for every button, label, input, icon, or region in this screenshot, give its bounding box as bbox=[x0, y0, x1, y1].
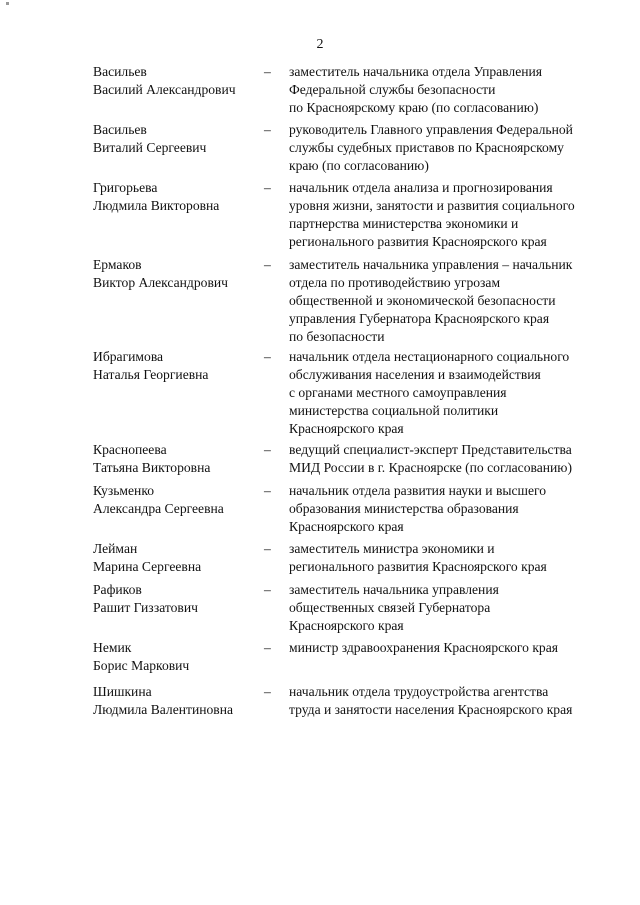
role-line: с органами местного самоуправления bbox=[289, 385, 507, 400]
member-name bbox=[93, 482, 258, 518]
member-surname: Лейман bbox=[93, 541, 138, 556]
role-line: регионального развития Красноярского края bbox=[289, 234, 547, 249]
dash-separator: – bbox=[264, 640, 271, 655]
role-line: по Красноярскому краю (по согласованию) bbox=[289, 100, 539, 115]
member-surname: Рафиков bbox=[93, 582, 142, 597]
member-name bbox=[93, 63, 258, 99]
role-line: отдела по противодействию угрозам bbox=[289, 275, 501, 290]
role-line: Красноярского края bbox=[289, 519, 404, 534]
role-line: по безопасности bbox=[289, 329, 385, 344]
role-line: управления Губернатора Красноярского края bbox=[289, 311, 550, 326]
role-line: заместитель начальника отдела Управления bbox=[289, 64, 543, 79]
member-role bbox=[289, 256, 609, 346]
role-line: общественной и экономической безопасности bbox=[289, 293, 556, 308]
dash-separator: – bbox=[264, 122, 271, 137]
role-line: образования министерства образования bbox=[289, 501, 519, 516]
role-line: Федеральной службы безопасности bbox=[289, 82, 496, 97]
member-given-name: Людмила Валентиновна bbox=[93, 702, 234, 717]
role-line: министр здравоохранения Красноярского края bbox=[289, 640, 559, 655]
member-name bbox=[93, 441, 258, 477]
role-line: службы судебных приставов по Красноярскому bbox=[289, 140, 564, 155]
role-line: труда и занятости населения Красноярского края bbox=[289, 702, 573, 717]
role-line: регионального развития Красноярского края bbox=[289, 559, 547, 574]
member-name bbox=[93, 581, 258, 617]
role-line: общественных связей Губернатора bbox=[289, 600, 491, 615]
member-name bbox=[93, 121, 258, 157]
member-given-name: Виталий Сергеевич bbox=[93, 140, 207, 155]
member-given-name: Татьяна Викторовна bbox=[93, 460, 211, 475]
scan-speck bbox=[6, 2, 9, 5]
dash-separator: – bbox=[264, 349, 271, 364]
role-line: заместитель начальника управления – начальник bbox=[289, 257, 573, 272]
member-name bbox=[93, 540, 258, 576]
member-given-name: Виктор Александрович bbox=[93, 275, 228, 290]
role-line: начальник отдела трудоустройства агентства bbox=[289, 684, 549, 699]
member-given-name: Наталья Георгиевна bbox=[93, 367, 209, 382]
dash-separator: – bbox=[264, 180, 271, 195]
dash-separator: – bbox=[264, 64, 271, 79]
member-name bbox=[93, 256, 258, 292]
member-surname: Краснопеева bbox=[93, 442, 167, 457]
member-role bbox=[289, 121, 609, 175]
role-line: заместитель министра экономики и bbox=[289, 541, 495, 556]
member-name bbox=[93, 639, 258, 675]
role-line: заместитель начальника управления bbox=[289, 582, 499, 597]
dash-separator: – bbox=[264, 257, 271, 272]
role-line: руководитель Главного управления Федеральной bbox=[289, 122, 573, 137]
role-line: обслуживания населения и взаимодействия bbox=[289, 367, 541, 382]
member-role bbox=[289, 581, 609, 635]
role-line: начальник отдела нестационарного социального bbox=[289, 349, 570, 364]
role-line: МИД России в г. Красноярске (по согласованию) bbox=[289, 460, 572, 475]
role-line: министерства социальной политики bbox=[289, 403, 499, 418]
member-role bbox=[289, 179, 609, 251]
page-number: 2 bbox=[316, 37, 324, 52]
dash-separator: – bbox=[264, 483, 271, 498]
dash-separator: – bbox=[264, 582, 271, 597]
role-line: начальник отдела развития науки и высшего bbox=[289, 483, 547, 498]
member-surname: Васильев bbox=[93, 122, 147, 137]
member-given-name: Борис Маркович bbox=[93, 658, 190, 673]
role-line: Красноярского края bbox=[289, 421, 404, 436]
member-given-name: Василий Александрович bbox=[93, 82, 236, 97]
member-surname: Васильев bbox=[93, 64, 147, 79]
member-name bbox=[93, 348, 258, 384]
member-given-name: Александра Сергеевна bbox=[93, 501, 224, 516]
member-name bbox=[93, 683, 258, 719]
member-surname: Шишкина bbox=[93, 684, 152, 699]
dash-separator: – bbox=[264, 684, 271, 699]
member-surname: Григорьева bbox=[93, 180, 158, 195]
member-given-name: Людмила Викторовна bbox=[93, 198, 220, 213]
role-line: Красноярского края bbox=[289, 618, 404, 633]
role-line: начальник отдела анализа и прогнозирования bbox=[289, 180, 553, 195]
dash-separator: – bbox=[264, 541, 271, 556]
member-role bbox=[289, 683, 609, 719]
role-line: уровня жизни, занятости и развития социального bbox=[289, 198, 575, 213]
role-line: ведущий специалист-эксперт Представительства bbox=[289, 442, 572, 457]
member-role bbox=[289, 639, 609, 657]
member-given-name: Марина Сергеевна bbox=[93, 559, 202, 574]
member-given-name: Рашит Гиззатович bbox=[93, 600, 198, 615]
member-role bbox=[289, 348, 609, 438]
role-line: краю (по согласованию) bbox=[289, 158, 429, 173]
member-surname: Ермаков bbox=[93, 257, 142, 272]
member-role bbox=[289, 482, 609, 536]
member-name bbox=[93, 179, 258, 215]
member-surname: Кузьменко bbox=[93, 483, 155, 498]
member-role bbox=[289, 540, 609, 576]
member-surname: Немик bbox=[93, 640, 132, 655]
member-surname: Ибрагимова bbox=[93, 349, 164, 364]
member-role bbox=[289, 441, 609, 477]
member-role bbox=[289, 63, 609, 117]
dash-separator: – bbox=[264, 442, 271, 457]
role-line: партнерства министерства экономики и bbox=[289, 216, 519, 231]
